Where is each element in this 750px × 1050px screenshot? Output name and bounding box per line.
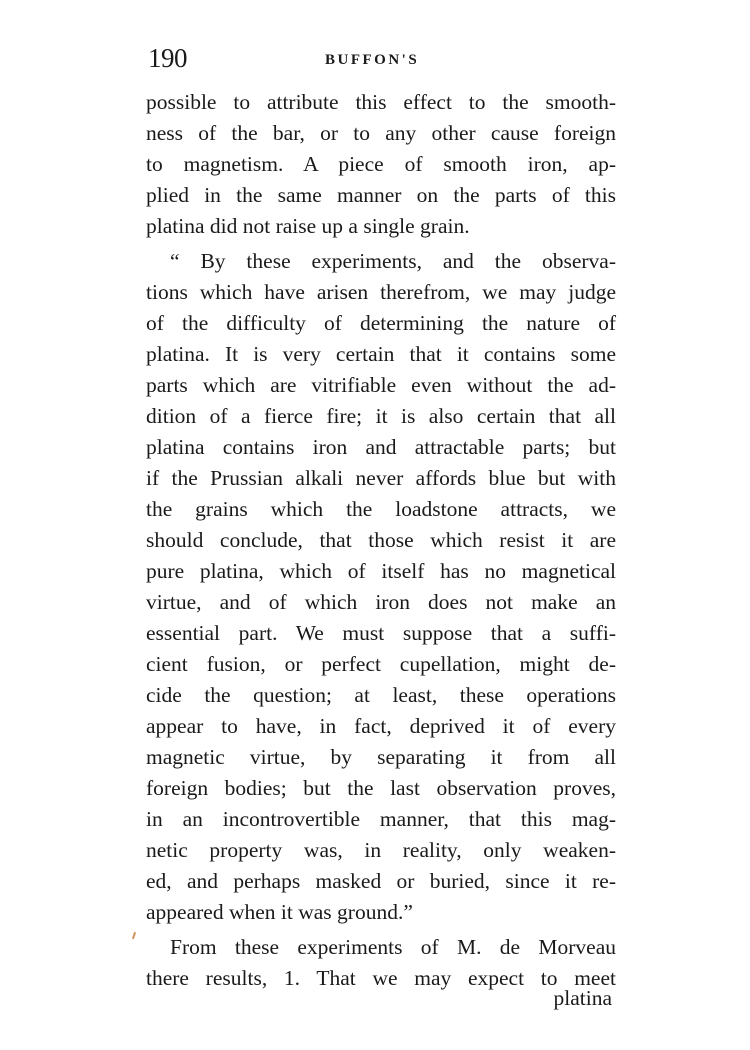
- text-line: foreign bodies; but the last observation proves,: [146, 776, 616, 800]
- text-line: magnetic virtue, by separating it from all: [146, 745, 616, 769]
- text-line: appear to have, in fact, deprived it of every: [146, 714, 616, 738]
- page-number: 190: [148, 43, 187, 73]
- text-line: of the difficulty of determining the nature of: [146, 311, 616, 335]
- body-text: [146, 87, 616, 994]
- text-line: dition of a fierce fire; it is also certain that all: [146, 404, 616, 428]
- text-line: possible to attribute this effect to the smooth-: [146, 90, 616, 114]
- text-line: pure platina, which of itself has no magnetical: [146, 559, 616, 583]
- text-line: platina did not raise up a single grain.: [146, 214, 470, 238]
- text-line: parts which are vitrifiable even without the ad-: [146, 373, 616, 397]
- text-line: “ By these experiments, and the observa-: [170, 249, 616, 273]
- text-line: essential part. We must suppose that a suffi-: [146, 621, 616, 645]
- text-line: plied in the same manner on the parts of this: [146, 183, 616, 207]
- text-line: From these experiments of M. de Morveau: [170, 935, 616, 959]
- text-line: if the Prussian alkali never affords blue but with: [146, 466, 616, 490]
- text-line: platina contains iron and attractable parts; but: [146, 435, 616, 459]
- text-line: ness of the bar, or to any other cause foreign: [146, 121, 616, 145]
- text-line: ed, and perhaps masked or buried, since it re-: [146, 869, 616, 893]
- paragraph-3: [146, 932, 616, 994]
- text-line: there results, 1. That we may expect to meet: [146, 966, 616, 990]
- text-line: the grains which the loadstone attracts, we: [146, 497, 616, 521]
- text-line: platina. It is very certain that it contains some: [146, 342, 616, 366]
- text-line: in an incontrovertible manner, that this mag-: [146, 807, 616, 831]
- text-line: tions which have arisen therefrom, we may judge: [146, 280, 616, 304]
- text-line: appeared when it was ground.”: [146, 900, 413, 924]
- paragraph-1: [146, 87, 616, 242]
- text-line: cide the question; at least, these operations: [146, 683, 616, 707]
- paragraph-2: [146, 246, 616, 928]
- text-line: netic property was, in reality, only weaken-: [146, 838, 616, 862]
- running-head: BUFFON'S: [325, 52, 420, 68]
- text-line: should conclude, that those which resist it are: [146, 528, 616, 552]
- text-line: virtue, and of which iron does not make an: [146, 590, 616, 614]
- catchword: platina: [553, 986, 612, 1010]
- text-line: cient fusion, or perfect cupellation, might de-: [146, 652, 616, 676]
- page-header: [148, 40, 618, 76]
- text-line: to magnetism. A piece of smooth iron, ap-: [146, 152, 616, 176]
- margin-mark: [132, 932, 136, 939]
